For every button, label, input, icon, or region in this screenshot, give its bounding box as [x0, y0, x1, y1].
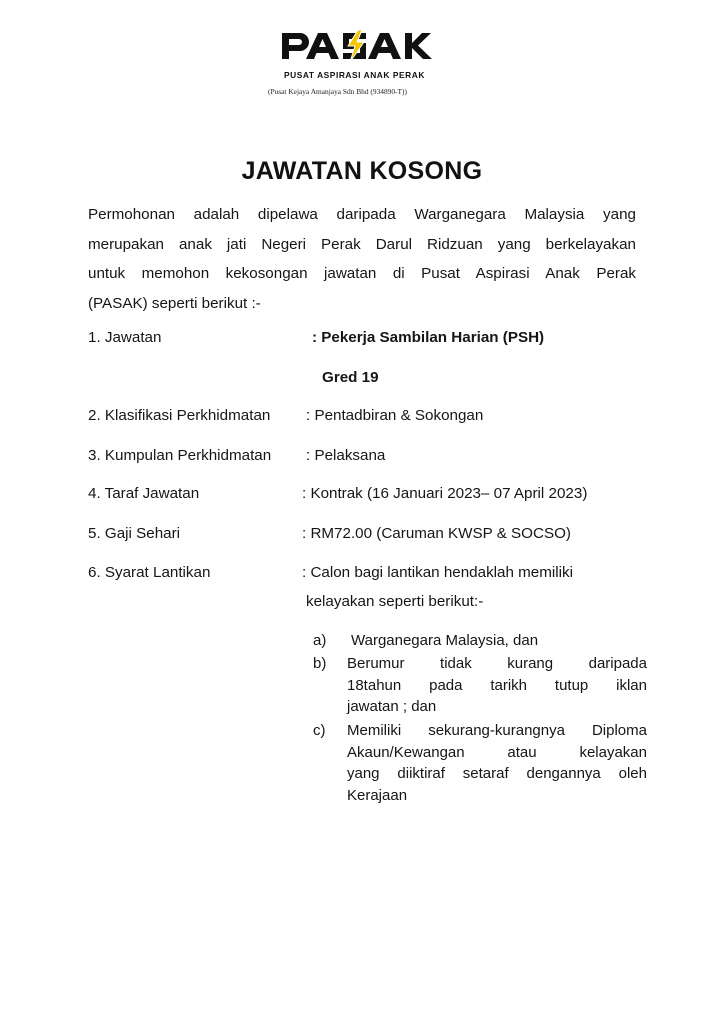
item-value-klasifikasi: : Pentadbiran & Sokongan	[306, 407, 484, 424]
item-label-jawatan: 1. Jawatan	[88, 329, 162, 346]
pasak-logo	[270, 26, 455, 96]
requirement-text: Warganegara Malaysia, dan	[351, 632, 539, 649]
requirement-text	[347, 653, 647, 718]
item-label-gaji: 5. Gaji Sehari	[88, 525, 181, 542]
requirement-letter: c)	[313, 722, 326, 739]
requirement-line: Berumur tidak kurang daripada	[347, 655, 647, 672]
logo-wordmark	[270, 26, 455, 66]
item-label-kumpulan: 3. Kumpulan Perkhidmatan	[88, 447, 272, 464]
item-value-syarat-cont: kelayakan seperti berikut:-	[306, 593, 484, 610]
item-value-syarat: : Calon bagi lantikan hendaklah memiliki	[302, 564, 573, 581]
logo-wordmark-graphic	[270, 26, 455, 66]
item-label-taraf: 4. Taraf Jawatan	[88, 485, 200, 502]
requirement-line: Akaun/Kewangan atau kelayakan	[347, 743, 647, 761]
intro-line: Permohonan adalah dipelawa daripada Warganegara Malaysia yang	[88, 206, 636, 223]
requirement-b	[313, 653, 647, 719]
requirement-letter: a)	[313, 632, 327, 649]
page-title: JAWATAN KOSONG	[241, 157, 483, 185]
intro-paragraph	[88, 200, 636, 318]
requirement-line: Memiliki sekurang-kurangnya Diploma	[347, 722, 647, 739]
item-value-jawatan: : Pekerja Sambilan Harian (PSH)	[312, 329, 545, 346]
requirement-line: jawatan ; dan	[347, 698, 437, 715]
logo-tagline: PUSAT ASPIRASI ANAK PERAK	[284, 70, 425, 80]
intro-line: merupakan anak jati Negeri Perak Darul Ridzuan yang berkelayakan	[88, 235, 636, 253]
intro-line: untuk memohon kekosongan jawatan di Pusat Aspirasi Anak Perak	[88, 265, 636, 282]
requirement-text	[347, 720, 647, 806]
requirement-line: yang diiktiraf setaraf dengannya oleh	[347, 765, 647, 782]
item-label-syarat: 6. Syarat Lantikan	[88, 564, 211, 581]
item-value-gaji: : RM72.00 (Caruman KWSP & SOCSO)	[302, 525, 571, 542]
requirement-letter: b)	[313, 655, 327, 672]
company-registration-note: (Pusat Kejaya Amanjaya Sdn Bhd (934890-T))	[268, 87, 407, 96]
intro-line: (PASAK) seperti berikut :-	[88, 294, 261, 312]
requirement-line: Kerajaan	[347, 786, 408, 804]
item-value-kumpulan: : Pelaksana	[306, 447, 386, 464]
requirement-c	[313, 720, 647, 810]
requirement-a	[313, 630, 647, 652]
item-value-taraf: : Kontrak (16 Januari 2023– 07 April 2023)	[302, 485, 588, 502]
item-label-klasifikasi: 2. Klasifikasi Perkhidmatan	[88, 407, 271, 424]
item-value-grade: Gred 19	[322, 369, 379, 386]
requirement-line: 18tahun pada tarikh tutup iklan	[347, 676, 647, 694]
